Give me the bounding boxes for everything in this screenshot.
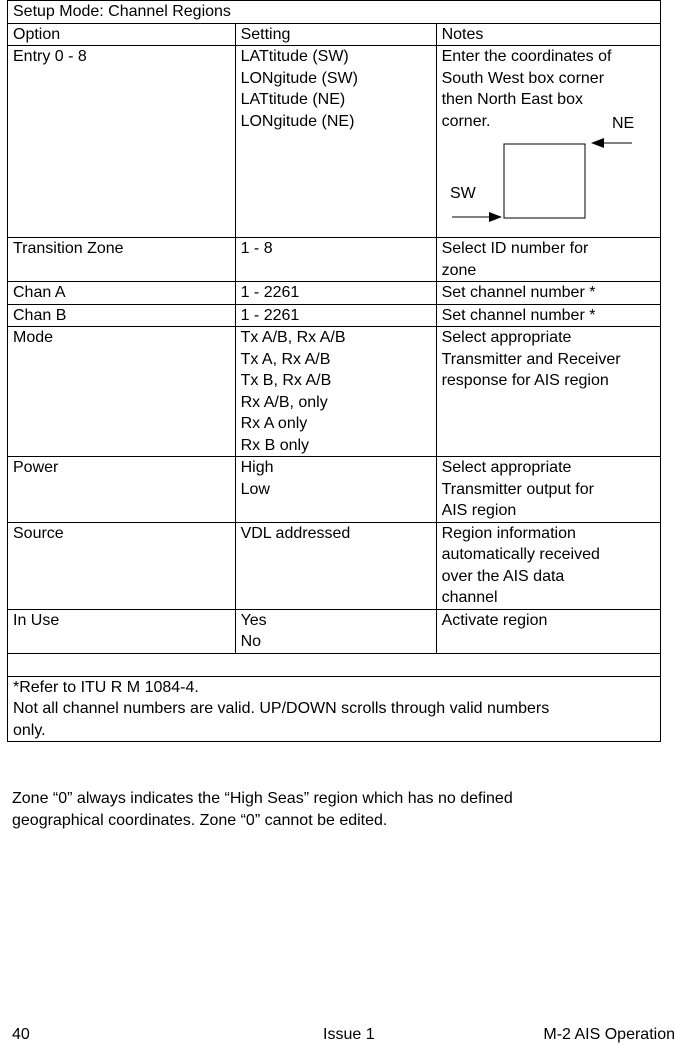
- option-cell: Power: [8, 457, 236, 523]
- header-option: Option: [8, 23, 236, 46]
- table-row: [8, 457, 661, 523]
- notes-line: corner.: [441, 112, 491, 130]
- footnote-row: [8, 676, 661, 742]
- setting-line: LONgitude (NE): [240, 112, 355, 130]
- blank-cell: [8, 653, 661, 676]
- page-number: 40: [12, 1026, 30, 1043]
- header-notes: Notes: [436, 23, 660, 46]
- setting-line: Tx B, Rx A/B: [240, 372, 332, 389]
- setting-line: Rx A/B, only: [240, 393, 328, 411]
- region-box: [504, 144, 585, 218]
- setting-cell: [235, 457, 436, 523]
- zone-note: [12, 788, 652, 832]
- notes-cell: [436, 522, 660, 609]
- setting-cell: [235, 282, 436, 305]
- setting-line: Low: [240, 480, 270, 498]
- notes-line: response for AIS region: [441, 372, 609, 389]
- footnote-line: Not all channel numbers are valid. UP/DOWN scrolls through valid numbers: [13, 700, 550, 717]
- setting-cell: [235, 522, 436, 609]
- notes-cell: [436, 457, 660, 523]
- footnote-line: only.: [13, 721, 46, 739]
- table-row: [8, 304, 661, 327]
- notes-line: automatically received: [441, 546, 600, 563]
- setting-line: LATtitude (SW): [240, 48, 349, 65]
- notes-cell: [436, 304, 660, 327]
- setting-line: No: [240, 633, 262, 650]
- header-setting: Setting: [235, 23, 436, 46]
- notes-line: then North East box: [441, 91, 583, 108]
- notes-line: Set channel number *: [441, 306, 596, 324]
- notes-line: zone: [441, 261, 477, 279]
- sw-label: SW: [449, 185, 476, 202]
- notes-line: South West box corner: [441, 69, 605, 87]
- option-cell: Chan A: [8, 282, 236, 305]
- option-cell: Chan B: [8, 304, 236, 327]
- table-row: [8, 282, 661, 305]
- notes-cell: [436, 238, 660, 282]
- option-cell: Source: [8, 522, 236, 609]
- ne-label: NE: [611, 115, 634, 132]
- setting-line: Tx A/B, Rx A/B: [240, 329, 346, 346]
- blank-row: [8, 653, 661, 676]
- notes-line: Select appropriate: [441, 459, 572, 476]
- setting-cell: [235, 304, 436, 327]
- notes-line: over the AIS data: [441, 567, 565, 585]
- setting-line: Rx A only: [240, 415, 308, 432]
- document-title: M-2 AIS Operation: [543, 1026, 675, 1043]
- notes-cell: [436, 282, 660, 305]
- notes-line: Select appropriate: [441, 329, 572, 346]
- notes-cell: [436, 327, 660, 457]
- notes-line: AIS region: [441, 502, 517, 519]
- table-row: [8, 238, 661, 282]
- setting-line: Yes: [240, 611, 267, 629]
- notes-line: Activate region: [441, 611, 548, 629]
- option-cell: In Use: [8, 609, 236, 653]
- setting-line: 1 - 8: [240, 240, 273, 257]
- footnote-cell: [8, 676, 661, 742]
- setting-cell: [235, 238, 436, 282]
- table-title: Setup Mode: Channel Regions: [8, 1, 661, 24]
- notes-line: Transmitter output for: [441, 480, 594, 498]
- setting-line: 1 - 2261: [240, 284, 300, 301]
- zone-note-line: geographical coordinates. Zone “0” cannot be edited.: [12, 812, 388, 829]
- setting-line: High: [240, 459, 274, 476]
- setting-line: 1 - 2261: [240, 306, 300, 324]
- ne-arrow-head: [591, 138, 604, 148]
- table-header-row: [8, 23, 661, 46]
- table-row: [8, 46, 661, 238]
- issue-label: Issue 1: [323, 1026, 375, 1043]
- notes-line: Enter the coordinates of: [441, 48, 612, 65]
- option-cell: Entry 0 - 8: [8, 46, 236, 238]
- notes-line: Region information: [441, 524, 576, 542]
- notes-cell: [436, 609, 660, 653]
- notes-line: channel: [441, 589, 498, 606]
- channel-regions-table: [7, 0, 661, 742]
- notes-line: Set channel number *: [441, 284, 596, 301]
- setting-line: LONgitude (SW): [240, 69, 358, 87]
- setting-line: Tx A, Rx A/B: [240, 350, 331, 368]
- footnote-line: *Refer to ITU R M 1084-4.: [13, 678, 199, 696]
- setting-line: LATtitude (NE): [240, 91, 346, 108]
- setting-cell: [235, 327, 436, 457]
- table-row: [8, 327, 661, 457]
- setting-cell: [235, 609, 436, 653]
- setting-cell: [235, 46, 436, 238]
- sw-arrow-head: [489, 212, 502, 222]
- table-title-row: [8, 1, 661, 24]
- table-row: [8, 609, 661, 653]
- page-footer: [0, 1024, 675, 1046]
- notes-cell: [436, 46, 660, 238]
- setting-line: VDL addressed: [240, 524, 351, 542]
- zone-note-line: Zone “0” always indicates the “High Seas” region which has no defined: [12, 790, 513, 807]
- option-cell: Transition Zone: [8, 238, 236, 282]
- notes-line: Transmitter and Receiver: [441, 350, 621, 368]
- table-row: [8, 522, 661, 609]
- notes-line: Select ID number for: [441, 240, 589, 257]
- option-cell: Mode: [8, 327, 236, 457]
- setting-line: Rx B only: [240, 436, 310, 454]
